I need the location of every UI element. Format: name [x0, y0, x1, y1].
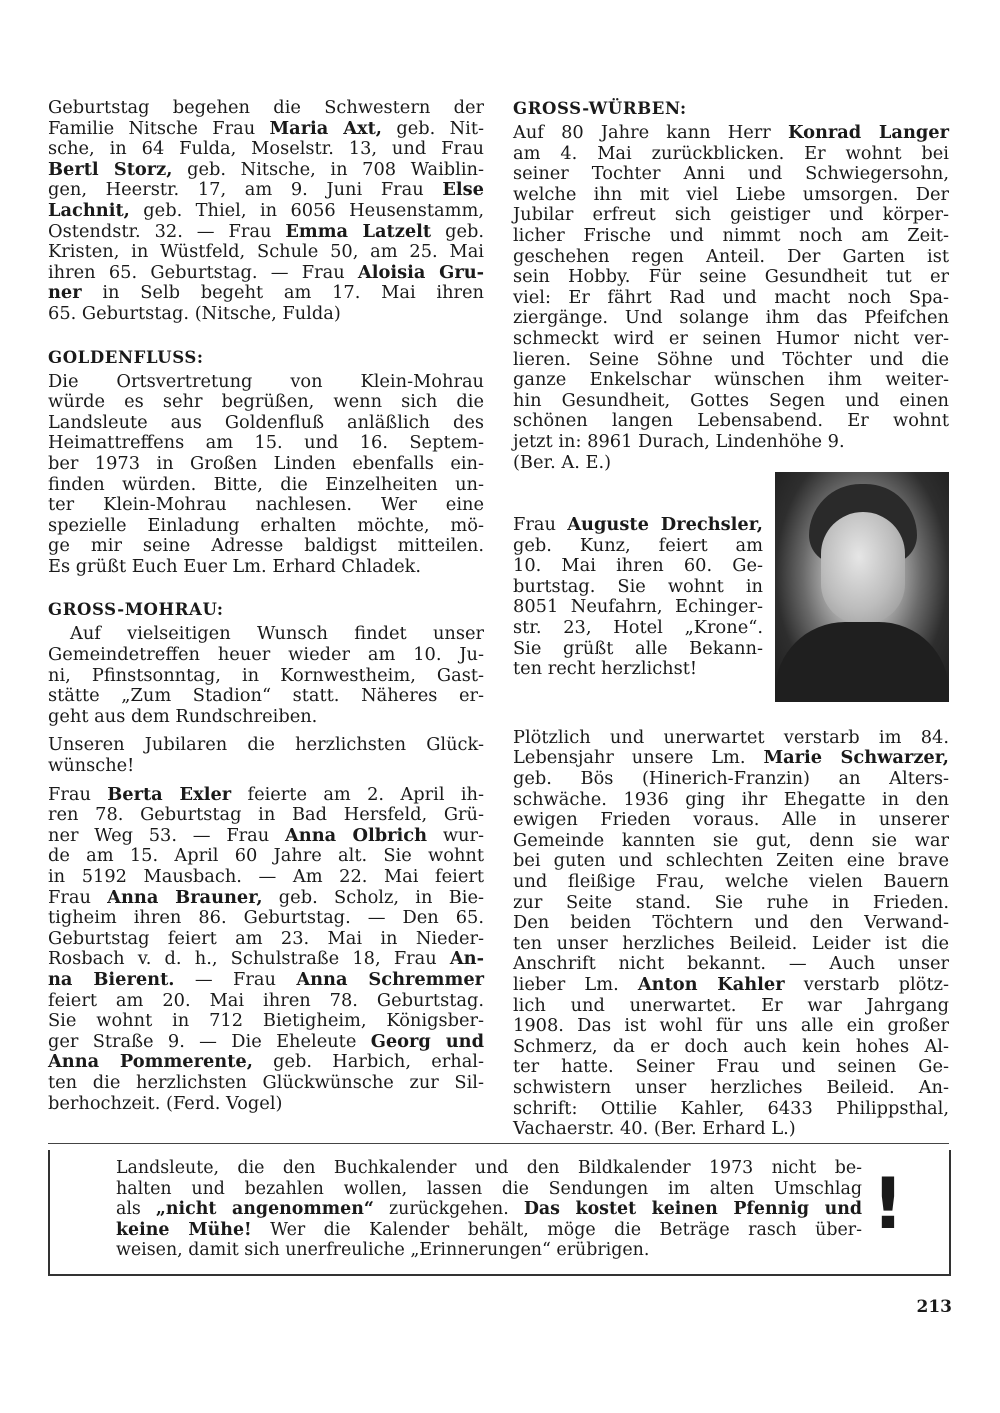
- notice-box: [48, 1150, 951, 1276]
- text-line: und fleißige Frau, welche vielen Bauern: [513, 871, 949, 892]
- text-line: würde es sehr begrüßen, wenn sich die: [48, 391, 484, 413]
- text-line: Landsleute aus Goldenfluß anläßlich des: [48, 411, 484, 433]
- text-line: ten die herzlichsten Glückwünsche zur Sil-: [48, 1071, 484, 1093]
- text-line: jetzt in: 8961 Durach, Lindenhöhe 9.: [513, 430, 845, 452]
- text-line: ber 1973 in Großen Linden ebenfalls ein-: [48, 452, 484, 474]
- text-line: Vachaerstr. 40. (Ber. Erhard L.): [513, 1118, 796, 1140]
- text-line: in 5192 Mausbach. — Am 22. Mai feiert: [48, 866, 484, 887]
- text-line: ter Klein-Mohrau nachlesen. Wer eine: [48, 494, 484, 516]
- text-line: Es grüßt Euch Euer Lm. Erhard Chladek.: [48, 555, 422, 577]
- text-line: Heimattreffens am 15. und 16. Septem-: [48, 432, 484, 454]
- text-line: ni, Pfinstsonntag, in Kornwestheim, Gast-: [48, 664, 484, 686]
- text-line: berhochzeit. (Ferd. Vogel): [48, 1092, 283, 1114]
- text-line: schwistern unser herzliches Beileid. An-: [513, 1076, 949, 1098]
- text-line: 1908. Das ist wohl für uns alle ein großer: [513, 1015, 949, 1037]
- text-line: ren 78. Geburtstag in Bad Hersfeld, Grü-: [48, 804, 484, 826]
- signature: (Ber. A. E.): [513, 451, 612, 473]
- text-line: welche ihn mit viel Liebe umsorgen. Der: [513, 183, 949, 205]
- text-line: burtstag. Sie wohnt in: [513, 575, 763, 597]
- text-line: ner in Selb begeht am 17. Mai ihren: [48, 282, 484, 304]
- text-line: Jubilar erfreut sich geistiger und körper-: [513, 204, 949, 226]
- text-line: ten recht herzlichst!: [513, 658, 698, 680]
- section-gross-mohrau: [48, 599, 484, 1114]
- text-line: feiert am 20. Mai ihren 78. Geburtstag.: [48, 989, 484, 1011]
- text-line: Geburtstag feiert am 23. Mai in Nieder-: [48, 927, 484, 949]
- text-line: Plötzlich und unerwartet verstarb im 84.: [513, 726, 949, 748]
- text-line: Kristen, in Wüstfeld, Schule 50, am 25. Mai: [48, 241, 484, 263]
- text-line: schmeckt wird er seinen Humor nicht ver-: [513, 327, 949, 349]
- text-line: Sie grüßt alle Bekann-: [513, 637, 763, 659]
- notice-line: als „nicht angenommen“ zurückgehen. Das kostet keinen Pfennig und: [116, 1199, 863, 1219]
- text-line: Schmerz, da er doch auch kein hohes Al-: [513, 1035, 949, 1057]
- text-line: geht aus dem Rundschreiben.: [48, 705, 318, 727]
- text-line: zur Seite stand. Sie ruhe in Frieden.: [513, 891, 949, 913]
- horizontal-rule: [48, 1143, 949, 1144]
- text-line: ihren 65. Geburtstag. — Frau Aloisia Gru-: [48, 261, 485, 283]
- text-line: viel: Er fährt Rad und macht noch Spa-: [513, 286, 949, 308]
- text-line: Lachnit, geb. Thiel, in 6056 Heusenstamm,: [48, 199, 484, 221]
- text-line: ner Weg 53. — Frau Anna Olbrich wur-: [48, 824, 484, 846]
- text-line: geb. Kunz, feiert am: [513, 534, 763, 556]
- text-line: de am 15. April 60 Jahre alt. Sie wohnt: [48, 845, 484, 867]
- text-line: sein Hobby. Für seine Gesundheit tut er: [513, 266, 949, 288]
- text-line: Frau Anna Brauner, geb. Scholz, in Bie-: [48, 886, 484, 908]
- text-line: Gemeinde kannten sie gut, denn sie war: [513, 829, 949, 851]
- text-line: Geburtstag begehen die Schwestern der: [48, 97, 484, 118]
- portrait-face: [821, 512, 905, 624]
- text-line: tigheim ihren 86. Geburtstag. — Den 65.: [48, 907, 484, 929]
- text-line: str. 23, Hotel „Krone“.: [513, 617, 763, 639]
- left-column: [48, 98, 484, 1114]
- notice-line: halten und bezahlen wollen, lassen die Sendungen im alten Umschlag: [116, 1178, 862, 1199]
- text-line: Rosbach v. d. h., Schulstraße 18, Frau An-: [48, 948, 484, 970]
- intro-paragraph: [48, 98, 484, 325]
- portrait-photo: [775, 472, 949, 702]
- text-line: gen, Heerstr. 17, am 9. Juni Frau Else: [48, 179, 484, 201]
- text-line: Lebensjahr unsere Lm. Marie Schwarzer,: [513, 747, 949, 769]
- text-line: Gemeindetreffen heuer wieder am 10. Ju-: [48, 644, 484, 666]
- text-line: lieren. Seine Söhne und Töchter und die: [513, 348, 949, 370]
- text-line: Auf 80 Jahre kann Herr Konrad Langer: [513, 122, 949, 143]
- section-heading: GOLDENFLUSS:: [48, 347, 204, 367]
- section-heading: GROSS-MOHRAU:: [48, 600, 224, 620]
- text-line: licher Frische und nimmt noch am Zeit-: [513, 224, 949, 246]
- text-line: ter hatte. Seiner Frau und seinen Ge-: [513, 1056, 949, 1078]
- text-line: Den beiden Töchtern und den Verwand-: [513, 912, 949, 934]
- text-line: schrift: Ottilie Kahler, 6433 Philippsthal,: [513, 1097, 949, 1119]
- notice-line: Landsleute, die den Buchkalender und den Bildkalender 1973 nicht be-: [116, 1158, 862, 1178]
- text-line: am 4. Mai zurückblicken. Er wohnt bei: [513, 142, 949, 164]
- text-line: wünsche!: [48, 755, 135, 777]
- text-line: finden würden. Bitte, die Einzelheiten un-: [48, 473, 484, 495]
- text-line: ganze Enkelschar wünschen ihm weiter-: [513, 369, 949, 391]
- text-line: geschehen regen Anteil. Der Garten ist: [513, 245, 949, 267]
- obituary-paragraph: [513, 728, 949, 1140]
- text-line: na Bierent. — Frau Anna Schremmer: [48, 968, 484, 990]
- exclamation-icon: !: [872, 1163, 904, 1245]
- text-line: Familie Nitsche Frau Maria Axt, geb. Nit-: [48, 117, 484, 139]
- notice-line: weisen, damit sich unerfreuliche „Erinnerungen“ erübrigen.: [116, 1240, 650, 1260]
- text-line: Sie wohnt in 712 Bietigheim, Königsber-: [48, 1010, 484, 1032]
- text-line: ziergänge. Und solange ihm das Pfeifchen: [513, 307, 949, 329]
- text-line: 8051 Neufahrn, Echinger-: [513, 596, 763, 618]
- text-line: Anna Pommerente, geb. Harbich, erhal-: [48, 1051, 484, 1073]
- text-line: ewigen Frieden voraus. Alle in unserer: [513, 809, 949, 831]
- section-goldenfluss: [48, 347, 484, 578]
- text-line: stätte „Zum Stadion“ statt. Näheres er-: [48, 685, 484, 707]
- text-line: hin Gesundheit, Gottes Segen und einen: [513, 389, 949, 411]
- text-line: lieber Lm. Anton Kahler verstarb plötz-: [513, 973, 949, 995]
- text-line: ge mir seine Adresse baldigst mitteilen.: [48, 535, 484, 557]
- section-heading: GROSS-WÜRBEN:: [513, 99, 687, 118]
- text-line: geb. Bös (Hinerich-Franzin) an Alters-: [513, 768, 949, 790]
- text-line: Unseren Jubilaren die herzlichsten Glück-: [48, 734, 484, 756]
- section-gross-wuerben: [513, 98, 949, 473]
- text-line: schwäche. 1936 ging ihr Ehegatte in den: [513, 788, 949, 810]
- text-line: seiner Tochter Anni und Schwiegersohn,: [513, 163, 949, 185]
- text-line: lich und unerwartet. Er war Jahrgang: [513, 994, 949, 1016]
- page-number: 213: [916, 1297, 952, 1317]
- text-line: spezielle Einladung erhalten möchte, mö-: [48, 514, 484, 536]
- text-line: Bertl Storz, geb. Nitsche, in 708 Waiblin-: [48, 158, 484, 180]
- portrait-shoulders: [775, 622, 949, 702]
- text-line: 10. Mai ihren 60. Ge-: [513, 555, 763, 577]
- text-line: 65. Geburtstag. (Nitsche, Fulda): [48, 302, 341, 324]
- text-line: schönen langen Lebensabend. Er wohnt: [513, 410, 949, 432]
- text-line: Auf vielseitigen Wunsch findet unser: [70, 623, 484, 645]
- text-line: sche, in 64 Fulda, Moselstr. 13, und Frau: [48, 138, 484, 160]
- text-line: Frau Auguste Drechsler,: [513, 514, 763, 536]
- notice-text: [116, 1158, 862, 1261]
- text-line: ten unser herzliches Beileid. Leider ist die: [513, 932, 949, 954]
- notice-line: keine Mühe! Wer die Kalender behält, möge die Beträge rasch über-: [116, 1219, 862, 1240]
- text-line: ger Straße 9. — Die Eheleute Georg und: [48, 1030, 484, 1052]
- text-line: Anschrift nicht bekannt. — Auch unser: [513, 953, 949, 975]
- text-line: Die Ortsvertretung von Klein-Mohrau: [48, 370, 484, 392]
- text-line: Frau Berta Exler feierte am 2. April ih-: [48, 783, 484, 805]
- text-line: Ostendstr. 32. — Frau Emma Latzelt geb.: [48, 220, 485, 242]
- text-line: bei guten und schlechten Zeiten eine brave: [513, 850, 949, 872]
